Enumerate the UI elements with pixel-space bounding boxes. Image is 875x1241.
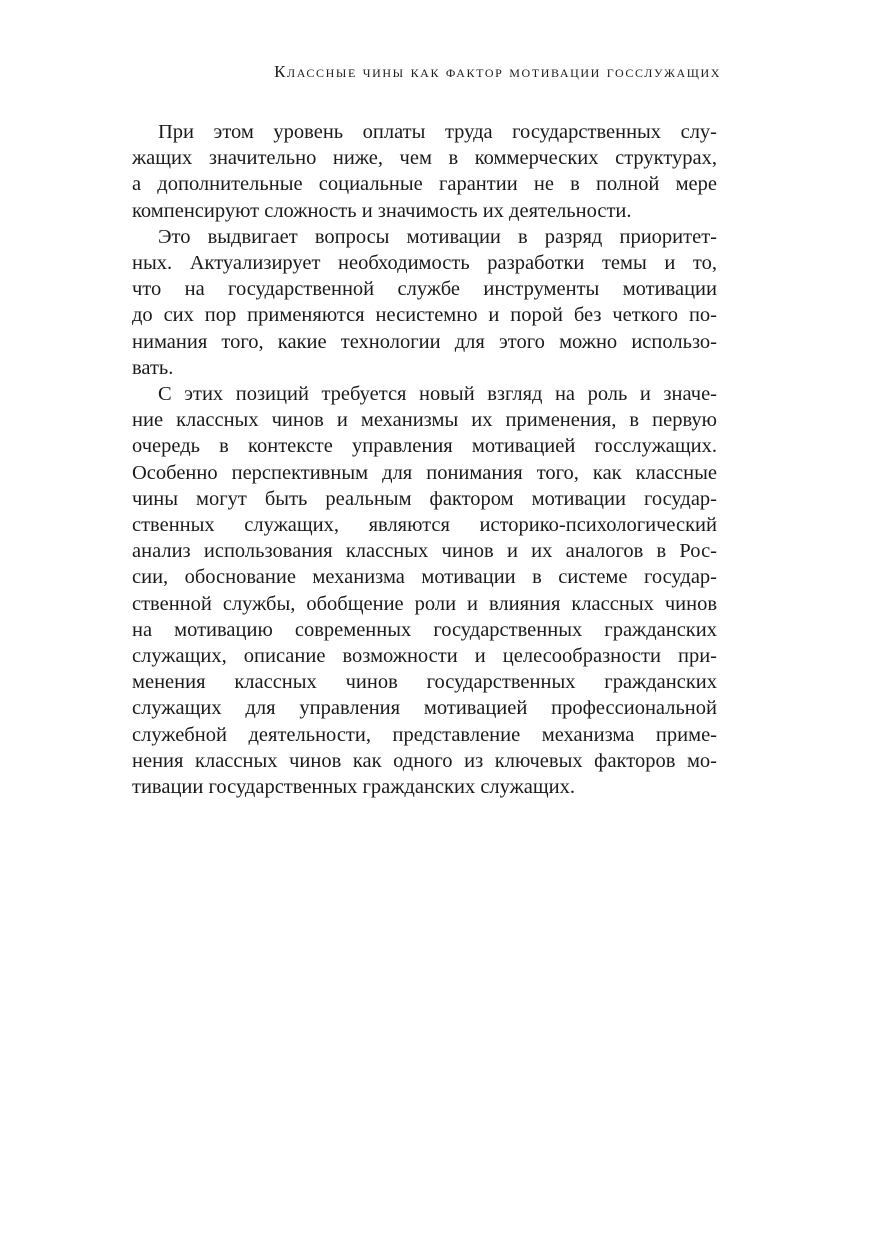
text-line: служебной деятельности, представление механизма приме-	[132, 723, 717, 746]
text-line: чины могут быть реальным фактором мотивации государ-	[132, 487, 717, 510]
text-line: очередь в контексте управления мотивацией госслужащих.	[132, 435, 717, 458]
text-line: сии, обоснование механизма мотивации в системе государ-	[132, 566, 717, 589]
paragraph-1	[132, 119, 717, 224]
text-line: жащих значительно ниже, чем в коммерческих структурах,	[132, 147, 717, 170]
text-line: ние классных чинов и механизмы их применения, в первую	[132, 409, 717, 432]
text-line: а дополнительные социальные гарантии не в полной мере	[132, 173, 717, 196]
text-line: тивации государственных гражданских служащих.	[132, 776, 576, 799]
paragraph-2	[132, 224, 717, 381]
text-line: компенсируют сложность и значимость их деятельности.	[132, 199, 632, 222]
text-line: Особенно перспективным для понимания того, как классные	[132, 461, 717, 484]
paragraph-3	[132, 381, 717, 800]
text-line: на мотивацию современных государственных гражданских	[132, 618, 717, 641]
text-line: служащих, описание возможности и целесообразности при-	[132, 645, 717, 668]
text-line: Это выдвигает вопросы мотивации в разряд приоритет-	[158, 225, 717, 248]
text-line: ных. Актуализирует необходимость разработки темы и то,	[132, 252, 717, 275]
text-line: нимания того, какие технологии для этого можно использо-	[132, 330, 717, 353]
text-line: что на государственной службе инструменты мотивации	[132, 278, 717, 301]
text-line: анализ использования классных чинов и их аналогов в Рос-	[132, 540, 717, 563]
text-line: вать.	[132, 356, 174, 379]
text-line: служащих для управления мотивацией профессиональной	[132, 697, 717, 720]
body-text	[132, 119, 717, 800]
text-line: С этих позиций требуется новый взгляд на роль и значе-	[158, 383, 717, 406]
text-line: менения классных чинов государственных гражданских	[132, 671, 717, 694]
text-line: нения классных чинов как одного из ключевых факторов мо-	[132, 749, 717, 772]
text-line: до сих пор применяются несистемно и порой без четкого по-	[132, 304, 717, 327]
text-line: ственных служащих, являются историко-психологический	[132, 514, 717, 537]
text-line: При этом уровень оплаты труда государственных слу-	[158, 121, 717, 143]
running-header: Классные чины как фактор мотивации госслужащих	[274, 62, 721, 81]
text-line: ственной службы, обобщение роли и влияния классных чинов	[132, 592, 717, 615]
